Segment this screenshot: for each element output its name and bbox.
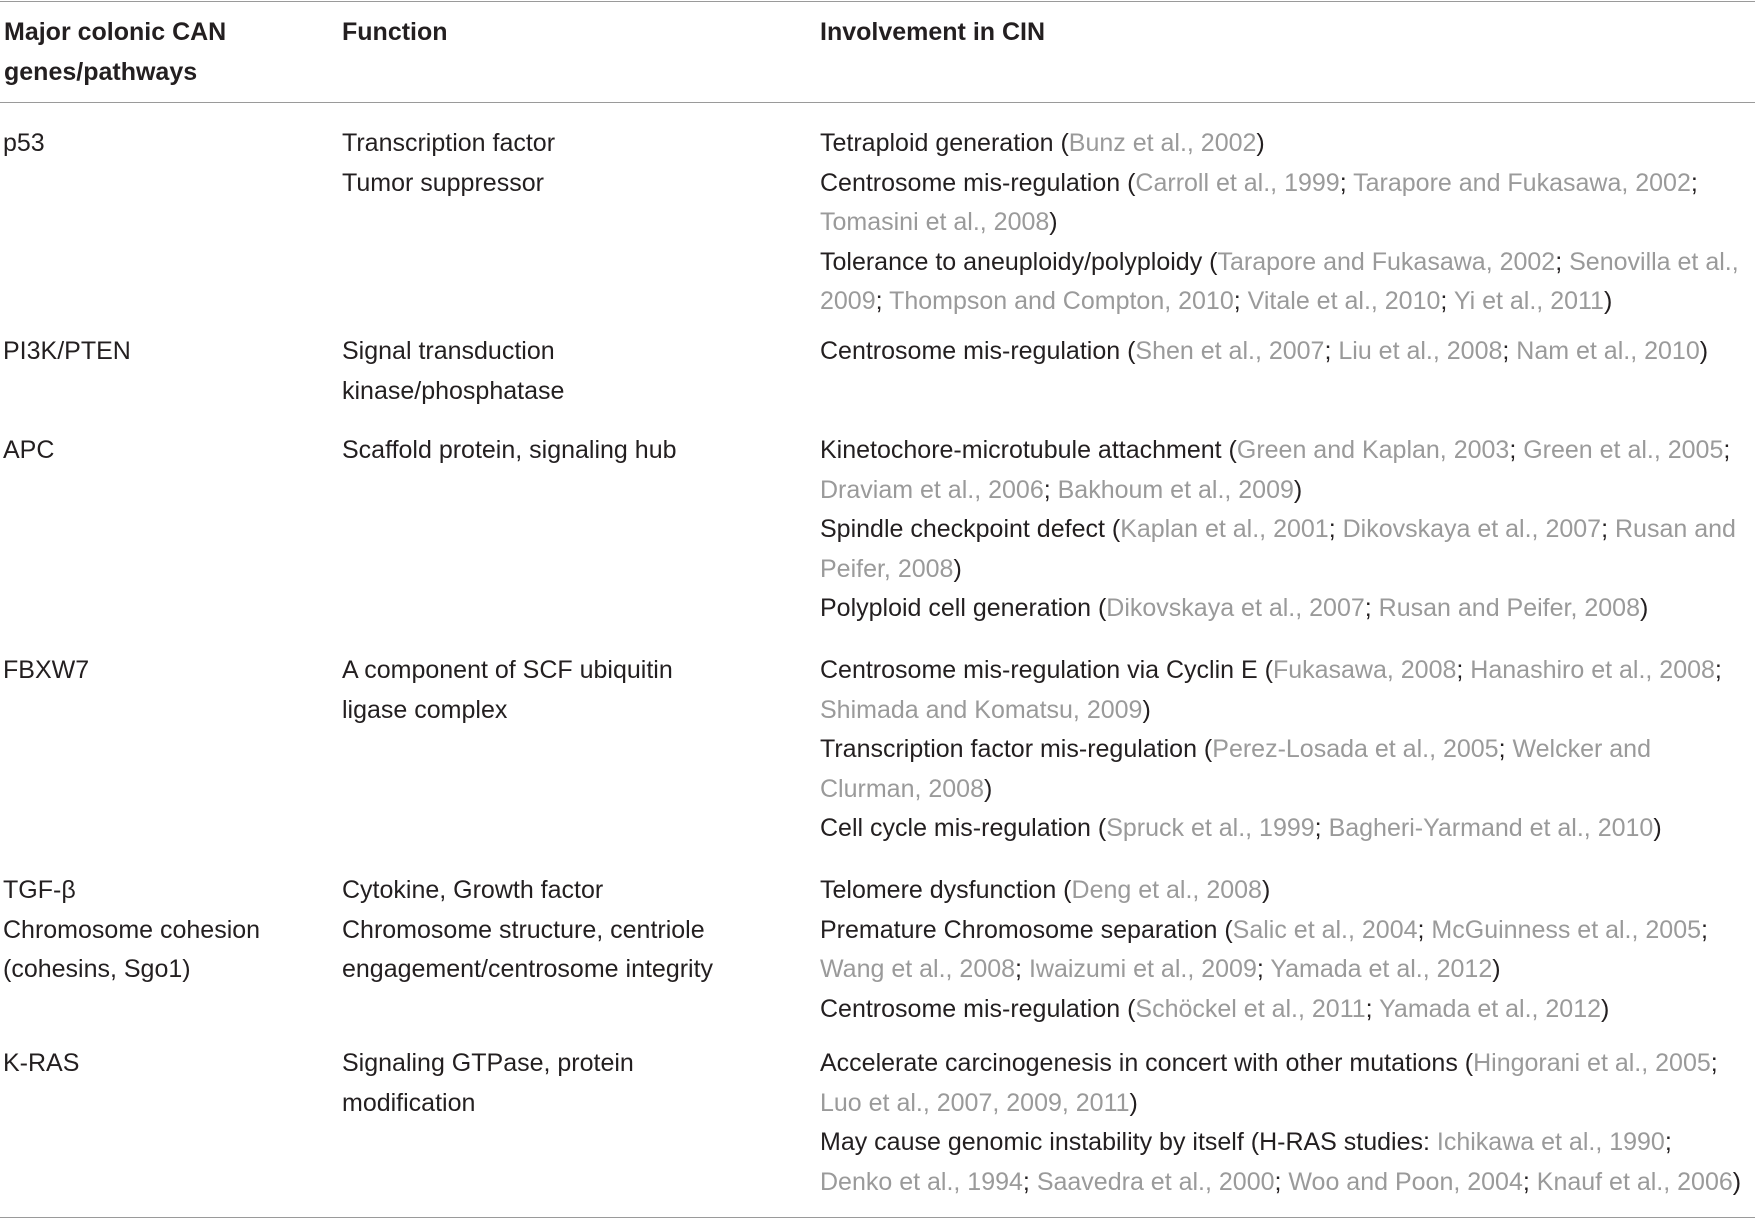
citation-link[interactable]: Nam et al., 2010 (1516, 337, 1700, 365)
gene-cell (0, 1044, 342, 1204)
involvement-line (820, 691, 1755, 731)
citation-link[interactable]: Bunz et al., 2002 (1068, 129, 1257, 157)
involvement-line (820, 911, 1755, 951)
involvement-text: ; (1314, 814, 1329, 843)
citation-link[interactable]: Luo et al., 2007, 2009, 2011 (820, 1088, 1130, 1117)
citation-link[interactable]: Kaplan et al., 2001 (1120, 515, 1329, 544)
involvement-line (820, 589, 1755, 629)
involvement-line (820, 1163, 1755, 1203)
involvement-text: ; (1274, 1167, 1289, 1196)
involvement-text: Centrosome mis-regulation via Cyclin E ( (820, 656, 1273, 684)
involvement-text: ; (1601, 515, 1615, 544)
citation-link[interactable]: Denko et al., 1994 (820, 1167, 1023, 1196)
involvement-line (820, 431, 1755, 471)
function-text: Signal transduction (342, 337, 555, 365)
involvement-line (820, 203, 1755, 243)
table-row (0, 113, 1755, 332)
gene-name: (cohesins, Sgo1) (3, 955, 191, 984)
citation-link[interactable]: Vitale et al., 2010 (1247, 287, 1441, 316)
involvement-line (820, 990, 1755, 1030)
header-genes: Major colonic CAN genes/pathways (4, 18, 227, 86)
citation-link[interactable]: Iwaizumi et al., 2009 (1028, 955, 1257, 984)
citation-link[interactable]: Shimada and Komatsu, 2009 (820, 695, 1143, 724)
citation-link[interactable]: Woo and Poon, 2004 (1288, 1167, 1523, 1196)
gene-cell (0, 651, 342, 871)
involvement-text: ) (1639, 594, 1649, 623)
citation-link[interactable]: Tarapore and Fukasawa, 2002 (1217, 247, 1556, 276)
involvement-text: ; (1664, 1128, 1672, 1157)
involvement-text: Accelerate carcinogenesis in concert with other mutations ( (820, 1049, 1474, 1077)
involvement-text: ) (1261, 876, 1271, 904)
involvement-text: ; (1690, 168, 1698, 197)
involvement-text: ; (1233, 287, 1248, 316)
involvement-text: ) (983, 774, 993, 803)
citation-link[interactable]: Hingorani et al., 2005 (1473, 1049, 1711, 1077)
citation-link[interactable]: Green et al., 2005 (1523, 436, 1724, 464)
involvement-text: ; (1502, 337, 1517, 365)
function-cell (342, 431, 820, 651)
table-bottom-rule (0, 1217, 1755, 1218)
header-function: Function (342, 18, 448, 46)
involvement-text: ; (1498, 735, 1513, 764)
citation-link[interactable]: Ichikawa et al., 1990 (1436, 1128, 1665, 1157)
involvement-line (820, 471, 1755, 511)
involvement-text: Centrosome mis-regulation ( (820, 994, 1136, 1023)
citation-link[interactable]: Rusan and (1614, 515, 1736, 544)
function-text: engagement/centrosome integrity (342, 955, 714, 984)
function-cell (342, 871, 820, 1044)
involvement-text: Telomere dysfunction ( (820, 876, 1072, 904)
citation-link[interactable]: McGuinness et al., 2005 (1431, 915, 1702, 944)
function-text: Chromosome structure, centriole (342, 915, 705, 944)
involvement-text: ; (1456, 656, 1471, 684)
citation-link[interactable]: Hanashiro et al., 2008 (1470, 656, 1715, 684)
citation-link[interactable]: Yi et al., 2011 (1453, 287, 1604, 316)
function-text: Signaling GTPase, protein (342, 1049, 634, 1077)
involvement-text: ) (1699, 337, 1709, 365)
involvement-line (820, 730, 1755, 770)
gene-cell (0, 113, 342, 332)
involvement-text: Polyploid cell generation ( (820, 594, 1107, 623)
involvement-line (820, 550, 1755, 590)
involvement-text: ; (1256, 955, 1271, 984)
involvement-text: ) (1601, 994, 1610, 1023)
involvement-line (820, 651, 1755, 691)
citation-link[interactable]: Wang et al., 2008 (820, 955, 1016, 984)
involvement-line (820, 510, 1755, 550)
citation-link[interactable]: Dikovskaya et al., 2007 (1106, 594, 1365, 623)
involvement-text: ; (1328, 515, 1343, 544)
citation-link[interactable]: Green and Kaplan, 2003 (1236, 436, 1510, 464)
citation-link[interactable]: Deng et al., 2008 (1071, 876, 1262, 904)
citation-link[interactable]: Draviam et al., 2006 (820, 475, 1044, 504)
involvement-text: Centrosome mis-regulation ( (820, 337, 1136, 365)
involvement-text: ) (1256, 129, 1265, 157)
function-cell (342, 332, 820, 431)
citation-link[interactable]: Yamada et al., 2012 (1270, 955, 1493, 984)
citation-link[interactable]: 2009 (820, 287, 876, 316)
citation-link[interactable]: Tarapore and Fukasawa, 2002 (1353, 168, 1691, 197)
citation-link[interactable]: Knauf et al., 2006 (1536, 1167, 1733, 1196)
involvement-text: ) (1049, 208, 1058, 237)
citation-link[interactable]: Bakhoum et al., 2009 (1057, 475, 1294, 504)
involvement-text: Tetraploid generation ( (820, 129, 1069, 157)
involvement-text: ) (1653, 814, 1662, 843)
function-text: Cytokine, Growth factor (342, 876, 604, 904)
involvement-text: ; (1701, 915, 1708, 944)
gene-cell (0, 431, 342, 651)
citation-link[interactable]: Dikovskaya et al., 2007 (1342, 515, 1602, 544)
citation-link[interactable]: Peifer, 2008 (820, 554, 954, 583)
involvement-cell (820, 871, 1755, 1044)
involvement-text: ) (1129, 1088, 1138, 1117)
gene-name: K-RAS (3, 1049, 80, 1077)
involvement-line (820, 1044, 1755, 1084)
involvement-text: ; (1710, 1049, 1718, 1077)
function-text: A component of SCF ubiquitin (342, 656, 673, 684)
function-cell (342, 1044, 820, 1204)
citation-link[interactable]: Fukasawa, 2008 (1272, 656, 1457, 684)
involvement-text: Transcription factor mis-regulation ( (820, 735, 1213, 764)
involvement-line (820, 164, 1755, 204)
involvement-text: May cause genomic instability by itself (H-RAS studies: (820, 1128, 1437, 1157)
involvement-line (820, 770, 1755, 810)
involvement-line (820, 282, 1755, 322)
table-row (0, 1044, 1755, 1204)
involvement-text: ; (1015, 955, 1029, 984)
citation-link[interactable]: Rusan and Peifer, 2008 (1378, 594, 1640, 623)
involvement-text: Tolerance to aneuploidy/polyploidy ( (820, 247, 1218, 276)
gene-name: PI3K/PTEN (3, 337, 131, 365)
table-row (0, 332, 1755, 431)
involvement-text: ) (1732, 1167, 1742, 1196)
involvement-text: ; (1022, 1167, 1037, 1196)
involvement-text: ; (1324, 337, 1339, 365)
table-row (0, 431, 1755, 651)
involvement-text: ) (1603, 287, 1613, 316)
involvement-line (820, 871, 1755, 911)
table-row (0, 871, 1755, 1044)
involvement-cell (820, 1044, 1755, 1204)
involvement-text: ; (1417, 915, 1432, 944)
function-text: ligase complex (342, 695, 508, 724)
function-cell (342, 113, 820, 332)
citation-link[interactable]: Welcker and (1512, 735, 1651, 764)
citation-link[interactable]: Schöckel et al., 2011 (1135, 994, 1366, 1023)
involvement-cell (820, 651, 1755, 871)
involvement-text: ; (1522, 1167, 1537, 1196)
involvement-text: ; (1043, 475, 1058, 504)
involvement-text: Premature Chromosome separation ( (820, 915, 1233, 944)
citation-link[interactable]: Spruck et al., 1999 (1106, 814, 1315, 843)
involvement-line (820, 124, 1755, 164)
gene-name: APC (3, 436, 55, 464)
involvement-text: ) (953, 554, 962, 583)
involvement-line (820, 1084, 1755, 1124)
involvement-text: ; (1440, 287, 1454, 316)
function-text: Tumor suppressor (342, 168, 544, 197)
involvement-text: ; (1555, 247, 1570, 276)
citation-link[interactable]: Senovilla et al., (1569, 247, 1739, 276)
involvement-text: ; (1714, 656, 1722, 684)
citation-link[interactable]: Carroll et al., 1999 (1135, 168, 1340, 197)
citation-link[interactable]: Salic et al., 2004 (1232, 915, 1418, 944)
involvement-text: ; (1723, 436, 1731, 464)
involvement-cell (820, 113, 1755, 332)
involvement-cell (820, 431, 1755, 651)
involvement-text: ; (1365, 994, 1380, 1023)
citation-link[interactable]: Thompson and Compton, 2010 (889, 287, 1234, 316)
citation-link[interactable]: Bagheri-Yarmand et al., 2010 (1328, 814, 1654, 843)
function-cell (342, 651, 820, 871)
citation-link[interactable]: Clurman, 2008 (820, 774, 984, 803)
involvement-line (820, 332, 1755, 372)
gene-name: Chromosome cohesion (3, 915, 261, 944)
function-text: Scaffold protein, signaling hub (342, 436, 677, 464)
gene-name: p53 (3, 129, 45, 157)
citation-link[interactable]: Perez-Losada et al., 2005 (1212, 735, 1499, 764)
involvement-cell (820, 332, 1755, 431)
citation-link[interactable]: Yamada et al., 2012 (1379, 994, 1602, 1023)
table-row (0, 651, 1755, 871)
involvement-line (820, 809, 1755, 849)
involvement-text: ) (1492, 955, 1501, 984)
involvement-text: ; (1509, 436, 1524, 464)
involvement-text: ) (1293, 475, 1303, 504)
citation-link[interactable]: Saavedra et al., 2000 (1036, 1167, 1275, 1196)
citation-link[interactable]: Tomasini et al., 2008 (820, 208, 1050, 237)
involvement-text: ) (1142, 695, 1151, 724)
involvement-text: ; (1339, 168, 1354, 197)
gene-cell (0, 332, 342, 431)
involvement-line (820, 243, 1755, 283)
function-text: Transcription factor (342, 129, 556, 157)
involvement-text: ; (1364, 594, 1379, 623)
function-text: modification (342, 1088, 476, 1117)
gene-cell (0, 871, 342, 1044)
citation-link[interactable]: Shen et al., 2007 (1135, 337, 1325, 365)
header-involvement: Involvement in CIN (820, 18, 1046, 46)
involvement-text: Kinetochore-microtubule attachment ( (820, 436, 1237, 464)
gene-name: FBXW7 (3, 656, 90, 684)
involvement-text: ; (875, 287, 890, 316)
involvement-line (820, 1123, 1755, 1163)
involvement-text: Centrosome mis-regulation ( (820, 168, 1136, 197)
gene-name: TGF-β (3, 876, 76, 904)
involvement-text: Spindle checkpoint defect ( (820, 515, 1121, 544)
header-row (0, 0, 1755, 113)
function-text: kinase/phosphatase (342, 376, 565, 405)
involvement-line (820, 950, 1755, 990)
citation-link[interactable]: Liu et al., 2008 (1338, 337, 1503, 365)
involvement-text: Cell cycle mis-regulation ( (820, 814, 1107, 843)
